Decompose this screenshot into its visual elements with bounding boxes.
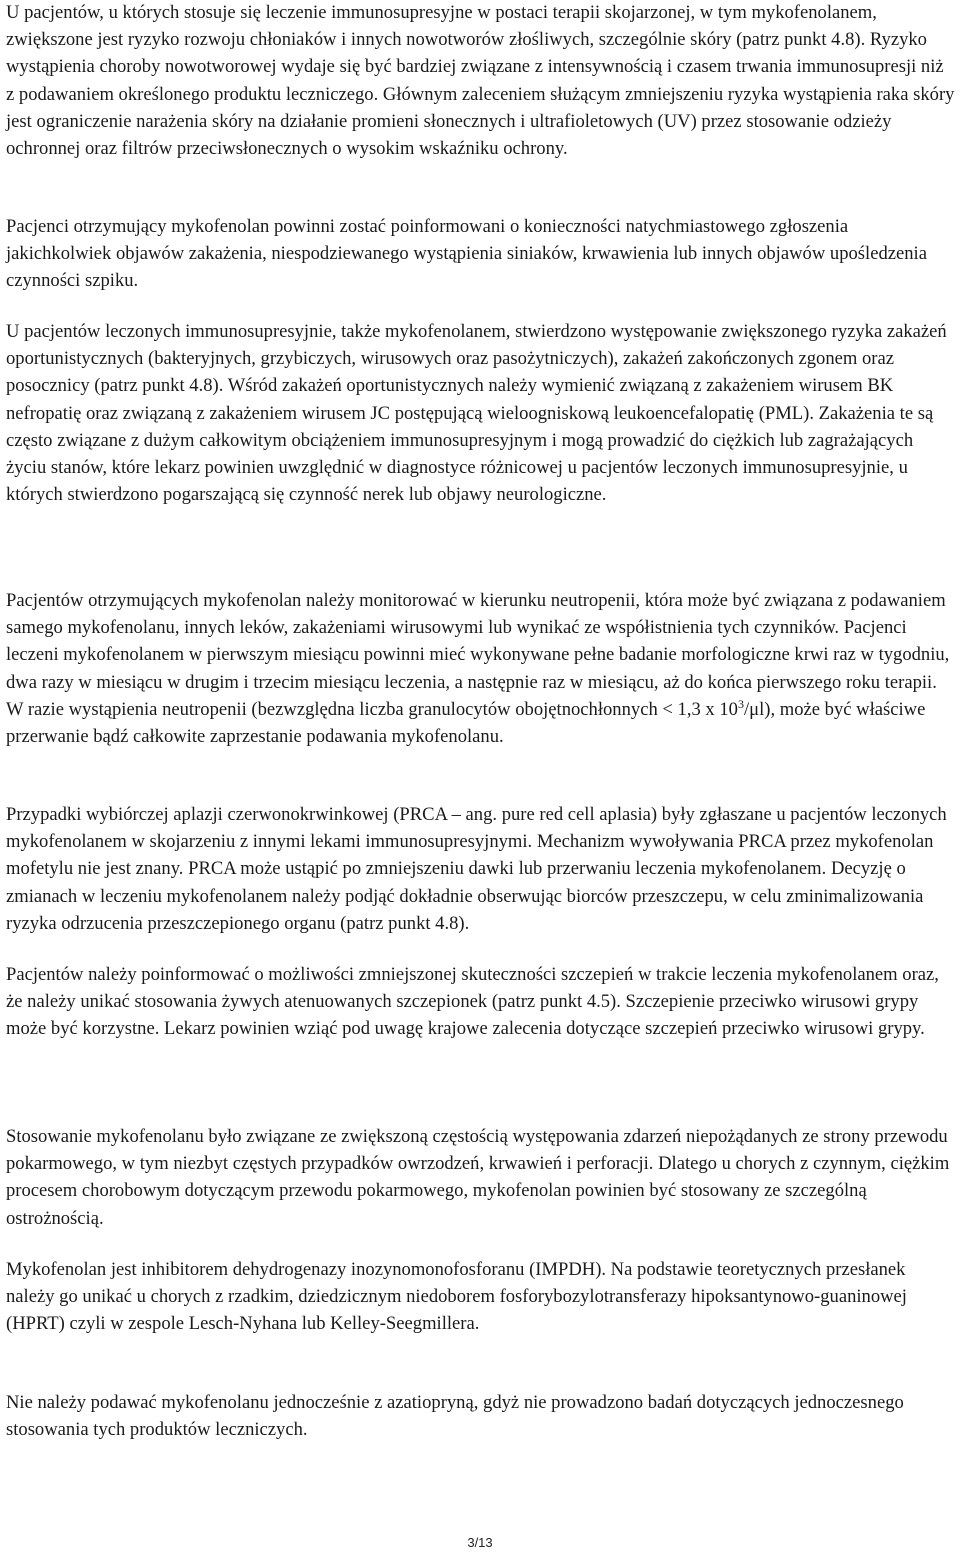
neutropenia-text-end: /μl), może być właściwe przerwanie bądź całkowite zaprzestanie podawania mykofenolanu. <box>6 698 926 748</box>
paragraph-prca: Przypadki wybiórczej aplazji czerwonokrwinkowej (PRCA – ang. pure red cell aplasia) były zgłaszane u pacjentów leczonych mykofenolanem w skojarzeniu z innymi lekami immunosupresyjnymi. Mechanizm wywoływania PRCA przez mykofenolan mofetylu nie jest znany. PRCA może ustąpić po zmniejszeniu dawki lub przerwaniu leczenia mykofenolanem. Decyzję o zmianach w leczeniu mykofenolanem należy podjąć dokładnie obserwując biorców przeszczepu, w celu zminimalizowania ryzyka odrzucenia przeszczepionego organu (patrz punkt 4.8). <box>6 804 947 934</box>
paragraph-malignancy-risk: U pacjentów, u których stosuje się leczenie immunosupresyjne w postaci terapii skojarzonej, w tym mykofenolanem, zwiększone jest ryzyko rozwoju chłoniaków i innych nowotworów złośliwych, szczególnie skóry (patrz punkt 4.8). Ryzyko wystąpienia choroby nowotworowej wydaje się być bardziej związane z intensywnością i czasem trwania immunosupresji niż z podawaniem określonego produktu leczniczego. Głównym zaleceniem służącym zmniejszeniu ryzyka wystąpienia raka skóry jest ograniczenie narażenia skóry na działanie promieni słonecznych i ultrafioletowych (UV) przez stosowanie odzieży ochronnej oraz filtrów przeciwsłonecznych o wysokim wskaźniku ochrony. <box>6 2 955 160</box>
exponent-superscript: 3 <box>737 696 744 711</box>
paragraph-infection-reporting: Pacjenci otrzymujący mykofenolan powinni zostać poinformowani o konieczności natychmiastowego zgłoszenia jakichkolwiek objawów zakażenia, niespodziewanego wystąpienia siniaków, krwawienia lub innych objawów upośledzenia czynności szpiku. <box>6 216 927 292</box>
page-number: 3/13 <box>467 1535 493 1550</box>
paragraph-vaccinations: Pacjentów należy poinformować o możliwości zmniejszonej skuteczności szczepień w trakcie leczenia mykofenolanem oraz, że należy unikać stosowania żywych atenuowanych szczepionek (patrz punkt 4.5). Szczepienie przeciwko wirusowi grypy może być korzystne. Lekarz powinien wziąć pod uwagę krajowe zalecenia dotyczące szczepień przeciwko wirusowi grypy. <box>6 964 939 1040</box>
paragraph-impdh-inhibitor: Mykofenolan jest inhibitorem dehydrogenazy inozynomonofosforanu (IMPDH). Na podstawie teoretycznych przesłanek należy go unikać u chorych z rzadkim, dziedzicznym niedoborem fosforybozylotransferazy hipoksantynowo-guaninowej (HPRT) czyli w zespole Lesch-Nyhana lub Kelley-Seegmillera. <box>6 1259 907 1335</box>
paragraph-azathioprine: Nie należy podawać mykofenolanu jednocześnie z azatiopryną, gdyż nie prowadzono badań dotyczących jednoczesnego stosowania tych produktów leczniczych. <box>6 1392 904 1441</box>
paragraph-opportunistic-infections: U pacjentów leczonych immunosupresyjnie, także mykofenolanem, stwierdzono występowanie zwiększonego ryzyka zakażeń oportunistycznych (bakteryjnych, grzybiczych, wirusowych oraz pasożytniczych), zakażeń zakończonych zgonem oraz posocznicy (patrz punkt 4.8). Wśród zakażeń oportunistycznych należy wymienić związaną z zakażeniem wirusem BK nefropatię oraz związaną z zakażeniem wirusem JC postępującą wieloogniskową leukoencefalopatię (PML). Zakażenia te są często związane z dużym całkowitym obciążeniem immunosupresyjnym i mogą prowadzić do ciężkich lub zagrażających życiu stanów, które lekarz powinien uwzględnić w diagnostyce różnicowej u pacjentów leczonych immunosupresyjnie, u których stwierdzono pogarszającą się czynność nerek lub objawy neurologiczne. <box>6 321 947 506</box>
paragraph-neutropenia-monitoring <box>6 587 956 750</box>
paragraph-gastrointestinal: Stosowanie mykofenolanu było związane ze zwiększoną częstością występowania zdarzeń niepożądanych ze strony przewodu pokarmowego, w tym niezbyt częstych przypadków owrzodzeń, krwawień i perforacji. Dlatego u chorych z czynnym, ciężkim procesem chorobowym dotyczącym przewodu pokarmowego, mykofenolan powinien być stosowany ze szczególną ostrożnością. <box>6 1126 950 1229</box>
neutropenia-text-start: Pacjentów otrzymujących mykofenolan należy monitorować w kierunku neutropenii, która może być związana z podawaniem samego mykofenolanu, innych leków, zakażeniami wirusowymi lub wynikać ze współistnienia tych czynników. Pacjenci leczeni mykofenolanem w pierwszym miesiącu powinni mieć wykonywane pełne badanie morfologiczne krwi raz w tygodniu, dwa razy w miesiącu w drugim i trzecim miesiącu leczenia, a następnie raz w miesiącu, aż do końca pierwszego roku terapii. W razie wystąpienia neutropenii (bezwzględna liczba granulocytów obojętnochłonnych < 1,3 x 10 <box>6 590 950 720</box>
